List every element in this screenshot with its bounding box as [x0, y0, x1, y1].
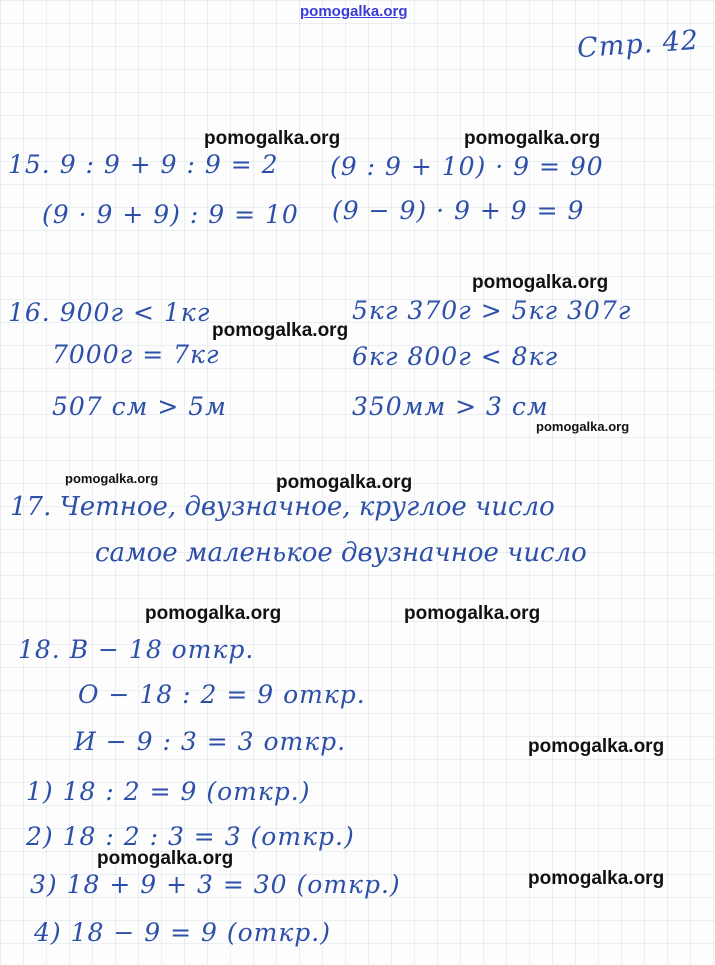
task18-step2: 2) 18 : 2 : 3 = 3 (откр.) — [26, 822, 355, 851]
watermark: pomogalka.org — [528, 736, 665, 757]
task16-line2-right: 6кг 800г < 8кг — [352, 342, 559, 371]
task16-line1-left: 16. 900г < 1кг — [8, 298, 211, 327]
watermark: pomogalka.org — [97, 848, 234, 869]
watermark: pomogalka.org — [276, 472, 413, 493]
watermark: pomogalka.org — [464, 128, 601, 149]
task18-step3: 3) 18 + 9 + 3 = 30 (откр.) — [30, 870, 401, 899]
watermark: pomogalka.org — [404, 603, 541, 624]
task15-line2-right: (9 − 9) · 9 + 9 = 9 — [332, 196, 585, 225]
task15-line1-right: (9 : 9 + 10) · 9 = 90 — [330, 152, 604, 181]
task16-line2-left: 7000г = 7кг — [52, 340, 220, 369]
task16-line3-right: 350мм > 3 см — [352, 392, 549, 421]
task18-step1: 1) 18 : 2 = 9 (откр.) — [26, 777, 311, 806]
page-number-label: Стр. 42 — [576, 24, 700, 65]
watermark-small: pomogalka.org — [65, 471, 159, 486]
watermark: pomogalka.org — [204, 128, 341, 149]
watermark-small: pomogalka.org — [536, 419, 630, 434]
task16-line1-right: 5кг 370г > 5кг 307г — [352, 296, 632, 325]
task18-line3: И − 9 : 3 = 3 откр. — [74, 727, 347, 756]
task15-line1-left: 15. 9 : 9 + 9 : 9 = 2 — [8, 150, 279, 179]
task18-step4: 4) 18 − 9 = 9 (откр.) — [34, 918, 332, 947]
watermark: pomogalka.org — [528, 868, 665, 889]
header-site-watermark: pomogalka.org — [300, 3, 408, 20]
task18-line2: О − 18 : 2 = 9 откр. — [78, 680, 366, 709]
watermark: pomogalka.org — [472, 272, 609, 293]
watermark: pomogalka.org — [145, 603, 282, 624]
task16-line3-left: 507 см > 5м — [52, 392, 227, 421]
task17-line1: 17. Четное, двузначное, круглое число — [10, 492, 555, 522]
task17-line2: самое маленькое двузначное число — [95, 538, 587, 568]
task15-line2-left: (9 · 9 + 9) : 9 = 10 — [42, 200, 299, 229]
task18-line1: 18. В − 18 откр. — [18, 635, 255, 664]
watermark: pomogalka.org — [212, 320, 349, 341]
